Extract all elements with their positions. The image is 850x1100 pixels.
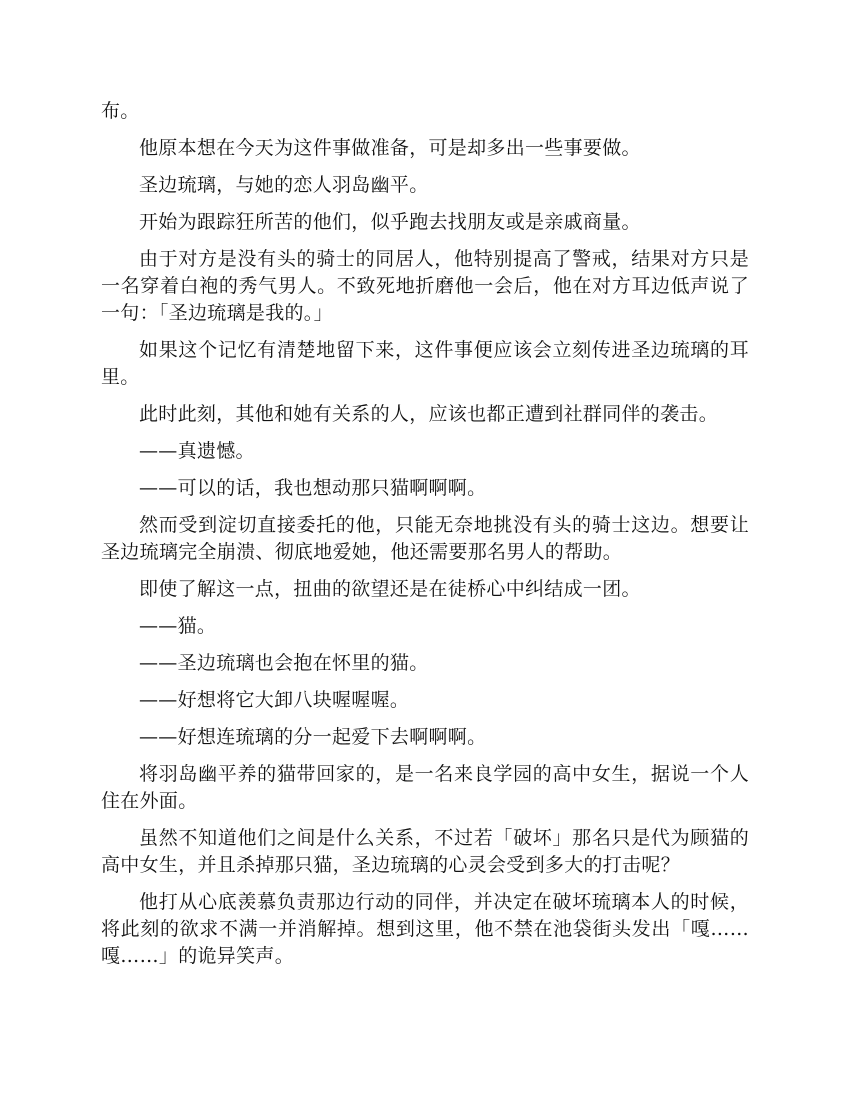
paragraph: ——好想将它大卸八块喔喔喔。 [139, 689, 410, 711]
paragraph: ——可以的话，我也想动那只猫啊啊啊。 [139, 477, 487, 499]
paragraph: 由于对方是没有头的骑士的同居人，他特别提高了警戒，结果对方只是一名穿着白袍的秀气男人。不致死地折磨他一会后，他在对方耳边低声说了一句：「圣边琉璃是我的。」 [101, 248, 749, 324]
paragraph: 此时此刻，其他和她有关系的人，应该也都正遭到社群同伴的袭击。 [139, 403, 719, 425]
paragraph: 他原本想在今天为这件事做准备，可是却多出一些事要做。 [139, 137, 641, 159]
paragraph: ——圣边琉璃也会抱在怀里的猫。 [139, 652, 429, 674]
paragraph: 然而受到淀切直接委托的他，只能无奈地挑没有头的骑士这边。想要让圣边琉璃完全崩溃、彻底地爱她，他还需要那名男人的帮助。 [101, 514, 749, 563]
paragraph: 将羽岛幽平养的猫带回家的，是一名来良学园的高中女生，据说一个人住在外面。 [101, 763, 749, 812]
paragraph: 如果这个记忆有清楚地留下来，这件事便应该会立刻传进圣边琉璃的耳里。 [101, 339, 749, 388]
paragraph: ——猫。 [139, 615, 217, 637]
paragraph-continued: 布。 [101, 100, 140, 122]
paragraph: 圣边琉璃，与她的恋人羽岛幽平。 [139, 174, 429, 196]
paragraph: ——真遗憾。 [139, 440, 255, 462]
paragraph: 虽然不知道他们之间是什么关系，不过若「破坏」那名只是代为顾猫的高中女生，并且杀掉那只猫，圣边琉璃的心灵会受到多大的打击呢？ [101, 827, 749, 876]
paragraph: 开始为跟踪狂所苦的他们，似乎跑去找朋友或是亲戚商量。 [139, 211, 641, 233]
paragraph: ——好想连琉璃的分一起爱下去啊啊啊。 [139, 726, 487, 748]
document-page [101, 98, 749, 980]
paragraph: 他打从心底羡慕负责那边行动的同伴，并决定在破坏琉璃本人的时候，将此刻的欲求不满一并消解掉。想到这里，他不禁在池袋街头发出「嘎……嘎……」的诡异笑声。 [101, 891, 749, 967]
paragraph: 即使了解这一点，扭曲的欲望还是在徒桥心中纠结成一团。 [139, 578, 641, 600]
